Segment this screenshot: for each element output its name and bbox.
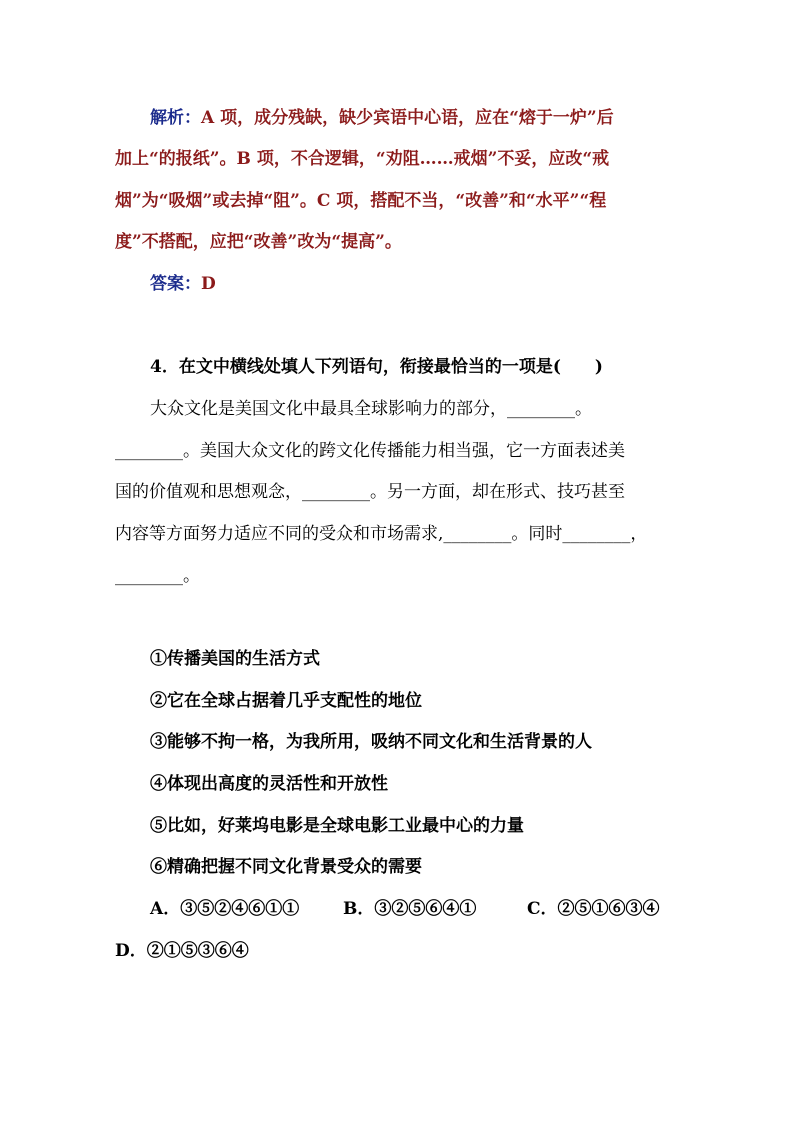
- sentence-option-1: ①传播美国的生活方式: [150, 649, 320, 669]
- analysis-label: 解析：: [150, 108, 201, 128]
- passage-line-4: 内容等方面努力适应不同的受众和市场需求,________。同时________，: [115, 524, 648, 544]
- question-stem: 4．在文中横线处填人下列语句，衔接最恰当的一项是( ): [150, 357, 603, 377]
- sentence-option-3: ③能够不拘一格，为我所用，吸纳不同文化和生活背景的人: [150, 732, 592, 752]
- analysis-text-1: A 项，成分残缺，缺少宾语中心语，应在“熔于一炉”后: [201, 108, 614, 128]
- answer-line: [150, 272, 216, 296]
- sentence-option-6: ⑥精确把握不同文化背景受众的需要: [150, 857, 422, 877]
- choice-d: D．②①⑤③⑥④: [115, 941, 249, 961]
- choice-a: A．③⑤②④⑥①①: [150, 899, 300, 919]
- passage-line-1: 大众文化是美国文化中最具全球影响力的部分，________。: [150, 399, 592, 419]
- answer-label: 答案：: [150, 274, 201, 294]
- passage-line-3: 国的价值观和思想观念，________。另一方面，却在形式、技巧甚至: [115, 482, 625, 502]
- sentence-option-4: ④体现出高度的灵活性和开放性: [150, 774, 388, 794]
- choice-c: C．②⑤①⑥③④: [527, 899, 660, 919]
- answer-value: D: [201, 274, 216, 294]
- analysis-line-3: 烟”为“吸烟”或去掉“阻”。C 项，搭配不当，“改善”和“水平”“程: [115, 191, 607, 211]
- analysis-line-1: [150, 106, 614, 130]
- choice-b: B．③②⑤⑥④①: [343, 899, 477, 919]
- sentence-option-2: ②它在全球占据着几乎支配性的地位: [150, 691, 422, 711]
- passage-line-2: ________。美国大众文化的跨文化传播能力相当强，它一方面表述美: [115, 441, 625, 461]
- analysis-line-4: 度”不搭配，应把“改善”改为“提高”。: [115, 232, 402, 252]
- analysis-line-2: 加上“的报纸”。B 项，不合逻辑，“劝阻……戒烟”不妥，应改“戒: [115, 149, 610, 169]
- sentence-option-5: ⑤比如，好莱坞电影是全球电影工业最中心的力量: [150, 816, 524, 836]
- passage-line-5: ________。: [115, 566, 200, 586]
